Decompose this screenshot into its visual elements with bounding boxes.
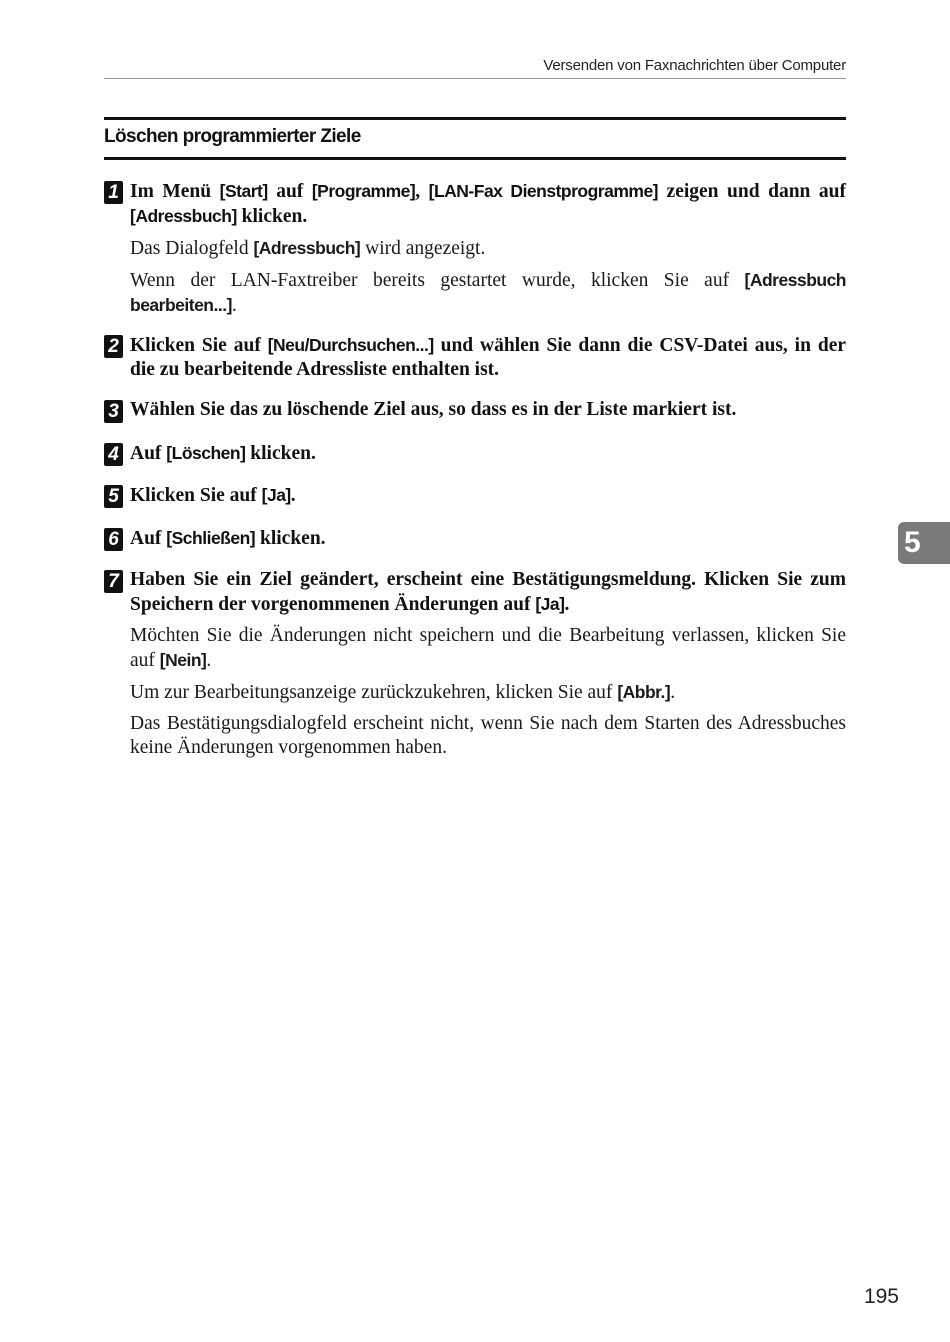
section-title: Löschen programmierter Ziele — [104, 126, 361, 147]
step-instruction: Wählen Sie das zu löschende Ziel aus, so dass es in der Liste markiert ist. — [130, 399, 737, 420]
section-top-rule — [104, 117, 846, 120]
section-bottom-rule — [104, 157, 846, 160]
step-number-badge: 5 — [104, 485, 123, 508]
step-number-badge: 1 — [104, 181, 123, 204]
ui-term: [Adressbuch] — [130, 206, 237, 226]
step-instruction: Klicken Sie auf [Ja]. — [130, 485, 296, 506]
ui-term: [Schließen] — [166, 528, 256, 548]
step-3 — [104, 398, 846, 422]
step-note: Das Dialogfeld [Adressbuch] wird angezeigt. — [130, 238, 486, 259]
step-number-badge: 2 — [104, 335, 123, 358]
ui-term: [Programme] — [311, 181, 416, 201]
chapter-tab: 5 — [898, 522, 950, 564]
step-instruction: Klicken Sie auf [Neu/Durchsuchen...] und wählen Sie dann die CSV-Datei aus, in der die zu bearbeitende Adressliste enthalten ist. — [130, 335, 846, 380]
page-number: 195 — [863, 1285, 899, 1308]
running-header: Versenden von Faxnachrichten über Computer — [543, 57, 846, 74]
step-instruction: Auf [Schließen] klicken. — [130, 528, 326, 549]
step-instruction: Auf [Löschen] klicken. — [130, 443, 316, 464]
step-1 — [104, 179, 846, 318]
step-4 — [104, 441, 846, 466]
step-6 — [104, 526, 846, 551]
step-number-badge: 7 — [104, 570, 123, 593]
step-note: Das Bestätigungsdialogfeld erscheint nicht, wenn Sie nach dem Starten des Adressbuches keine Änderungen vorgenommen haben. — [130, 713, 846, 758]
ui-term: [Abbr.] — [617, 682, 671, 702]
ui-term: [LAN-Fax Dienstprogramme] — [428, 181, 659, 201]
step-note: Möchten Sie die Änderungen nicht speichern und die Bearbeitung verlassen, klicken Sie auf [Nein]. — [130, 625, 846, 671]
step-5 — [104, 483, 846, 508]
step-number-badge: 4 — [104, 443, 123, 466]
ui-term: [Adressbuch bearbeiten...] — [130, 270, 846, 315]
step-note: Wenn der LAN-Faxtreiber bereits gestartet wurde, klicken Sie auf [Adressbuch bearbeiten...]. — [130, 270, 846, 316]
step-number-badge: 3 — [104, 400, 123, 423]
ui-term: [Adressbuch] — [253, 238, 361, 258]
header-divider — [104, 78, 846, 79]
ui-term: [Ja] — [261, 485, 291, 505]
step-instruction: Haben Sie ein Ziel geändert, erscheint eine Bestätigungsmeldung. Klicken Sie zum Speichern der vorgenommenen Änderungen auf [Ja]. — [130, 569, 846, 615]
step-2 — [104, 333, 846, 382]
step-7 — [104, 568, 846, 760]
ui-term: [Ja] — [535, 594, 565, 614]
ui-term: [Löschen] — [166, 443, 246, 463]
ui-term: [Nein] — [159, 650, 207, 670]
step-note: Um zur Bearbeitungsanzeige zurückzukehren, klicken Sie auf [Abbr.]. — [130, 682, 676, 703]
step-instruction: Im Menü [Start] auf [Programme], [LAN-Fax Dienstprogramme] zeigen und dann auf [Adressbuch] klicken. — [130, 181, 846, 227]
step-number-badge: 6 — [104, 528, 123, 551]
ui-term: [Start] — [219, 181, 268, 201]
ui-term: [Neu/Durchsuchen...] — [267, 335, 434, 355]
